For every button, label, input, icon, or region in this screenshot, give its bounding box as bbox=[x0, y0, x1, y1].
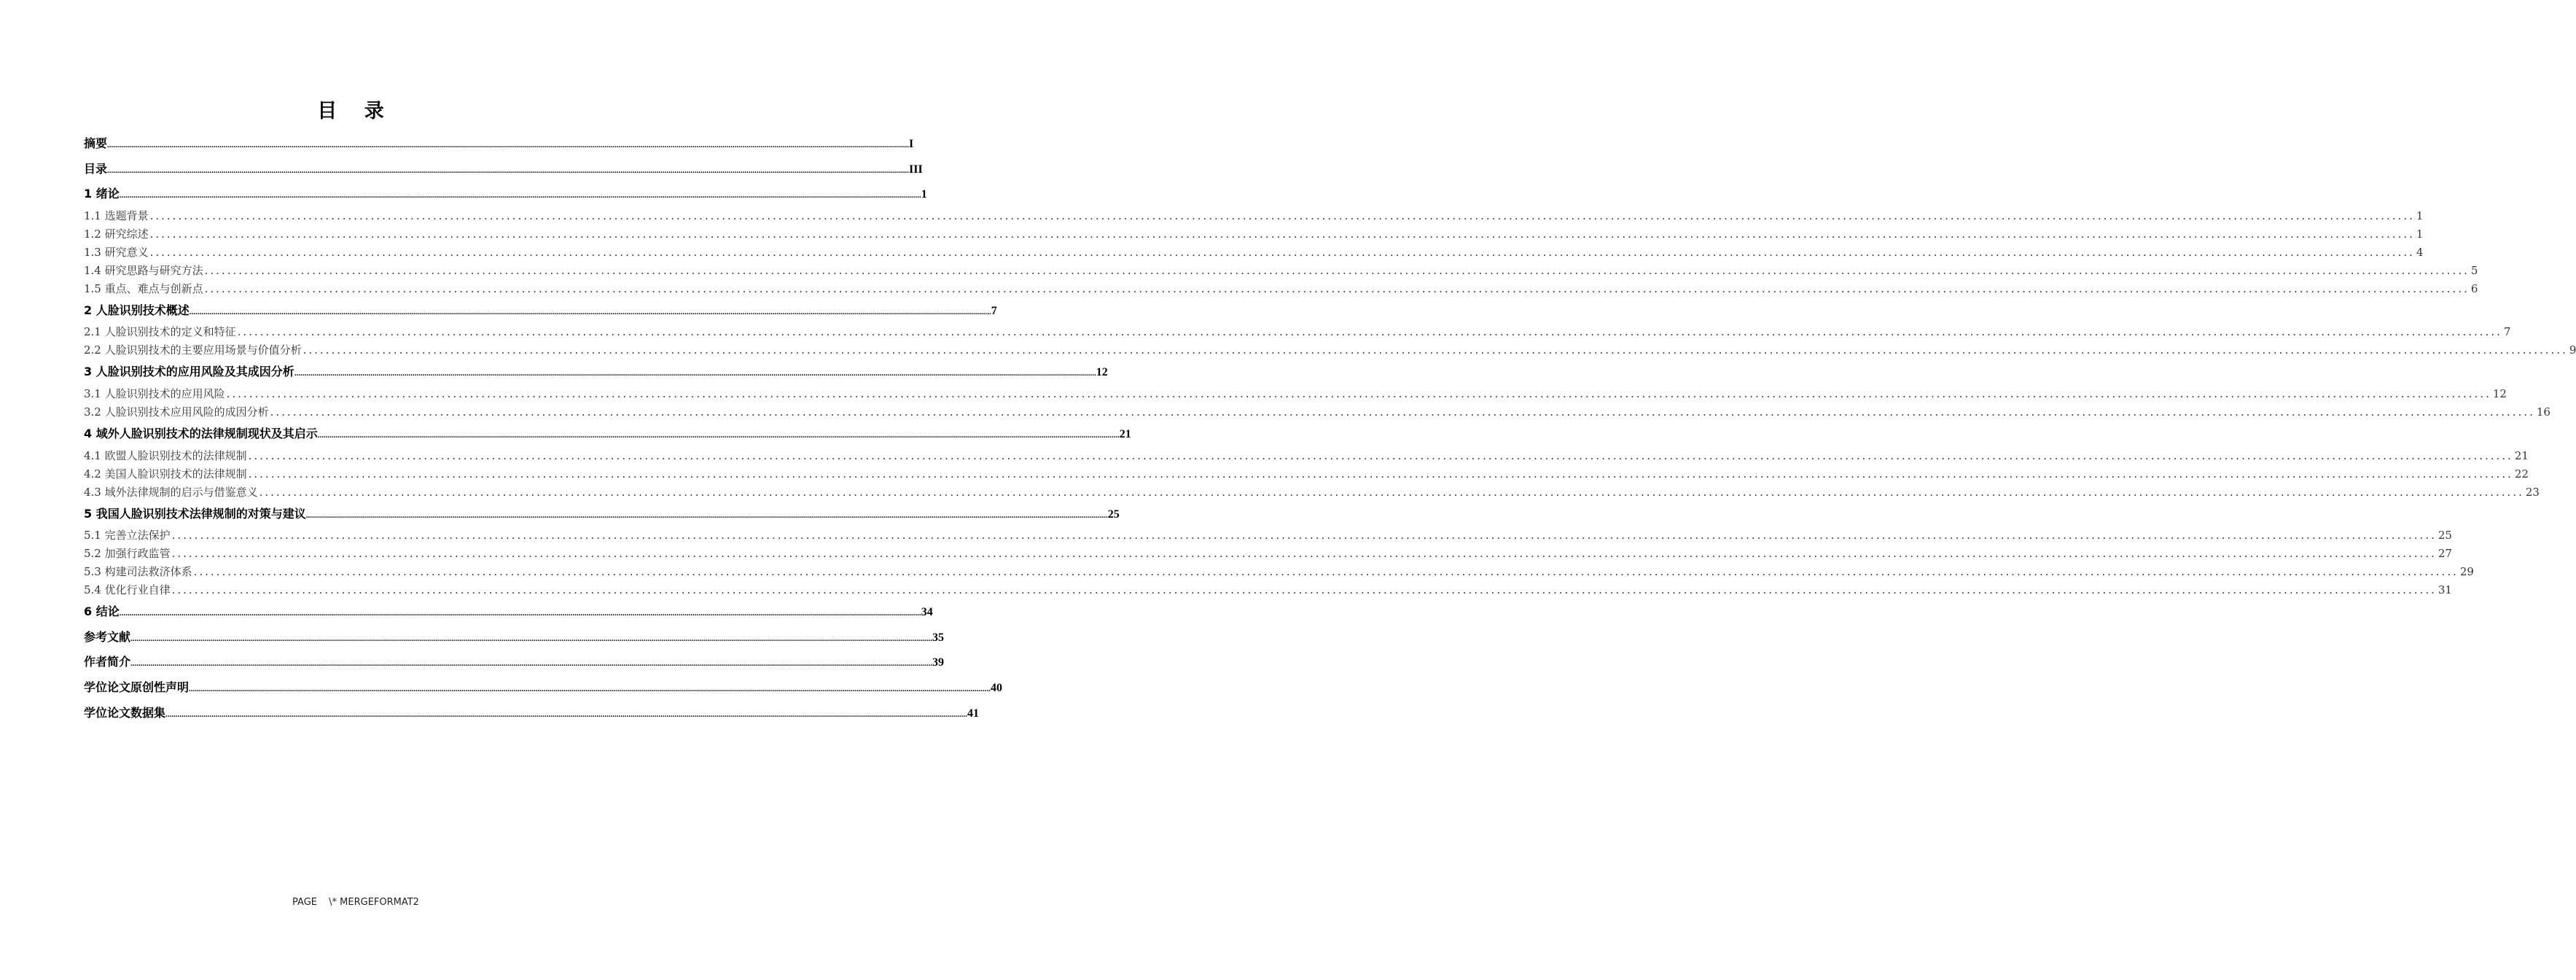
toc-entry-page-number: 5 bbox=[2470, 263, 2478, 277]
dot-leader: ................................................................................................................................................................................................................................................................................................................................................................................................................ bbox=[107, 141, 910, 149]
toc-entry-section[interactable] bbox=[84, 526, 2452, 545]
toc-entry-page-number: 40 bbox=[991, 681, 1003, 694]
toc-entry-page-number: 7 bbox=[991, 304, 997, 317]
dot-leader: ................................................................................................................................................................................................................................................................................................................................................................................................................ bbox=[171, 529, 2437, 542]
toc-entry-section[interactable] bbox=[84, 465, 2529, 483]
toc-entry-label: 1.2 研究综述 bbox=[84, 227, 149, 241]
toc-entry-label: 1 绪论 bbox=[84, 187, 120, 201]
dot-leader: ................................................................................................................................................................................................................................................................................................................................................................................................................ bbox=[165, 709, 968, 719]
dot-leader: ................................................................................................................................................................................................................................................................................................................................................................................................................ bbox=[130, 659, 933, 669]
dot-leader: ................................................................................................................................................................................................................................................................................................................................................................................................................ bbox=[130, 634, 933, 643]
dot-leader: ................................................................................................................................................................................................................................................................................................................................................................................................................ bbox=[305, 510, 1108, 520]
toc-entry-section[interactable] bbox=[84, 483, 2540, 502]
toc-entry-section[interactable] bbox=[84, 581, 2452, 599]
toc-entry-label: 1.3 研究意义 bbox=[84, 245, 149, 259]
toc-entry-chapter[interactable] bbox=[84, 182, 927, 207]
toc-entry-page-number: 25 bbox=[1107, 508, 1120, 521]
toc-entry-page-number: III bbox=[909, 163, 923, 176]
toc-entry-page-number: 25 bbox=[2438, 529, 2452, 542]
toc-entry-page-number: 4 bbox=[2416, 245, 2424, 259]
dot-leader: ................................................................................................................................................................................................................................................................................................................................................................................................................ bbox=[149, 227, 2415, 241]
toc-entry-chapter[interactable] bbox=[84, 131, 914, 157]
toc-entry-chapter[interactable] bbox=[84, 701, 980, 726]
dot-leader: ................................................................................................................................................................................................................................................................................................................................................................................................................ bbox=[317, 430, 1120, 440]
toc-entry-page-number: 27 bbox=[2438, 547, 2452, 561]
dot-leader: ................................................................................................................................................................................................................................................................................................................................................................................................................ bbox=[248, 448, 2513, 462]
toc-title: 目 录 bbox=[317, 100, 394, 122]
toc-entry-section[interactable] bbox=[84, 323, 2511, 341]
toc-entry-section[interactable] bbox=[84, 447, 2529, 465]
toc-entry-label: 2.2 人脸识别技术的主要应用场景与价值分析 bbox=[84, 343, 302, 357]
footer-format-switch: \* MERGEFORMAT2 bbox=[329, 897, 419, 908]
toc-entry-page-number: 23 bbox=[2525, 485, 2540, 499]
toc-entry-chapter[interactable] bbox=[84, 359, 1108, 385]
toc-entry-label: 目录 bbox=[84, 161, 108, 176]
toc-entry-chapter[interactable] bbox=[84, 157, 923, 182]
toc-entry-page-number: 1 bbox=[2416, 227, 2424, 241]
dot-leader: ................................................................................................................................................................................................................................................................................................................................................................................................................ bbox=[294, 369, 1096, 378]
toc-entry-label: 3.1 人脸识别技术的应用风险 bbox=[84, 386, 225, 400]
toc-entry-label: 5 我国人脸识别技术法律规制的对策与建议 bbox=[84, 506, 306, 521]
dot-leader: ................................................................................................................................................................................................................................................................................................................................................................................................................ bbox=[248, 467, 2513, 481]
toc-entry-section[interactable] bbox=[84, 207, 2424, 225]
toc-entry-page-number: 7 bbox=[2503, 325, 2511, 339]
dot-leader: ................................................................................................................................................................................................................................................................................................................................................................................................................ bbox=[303, 343, 2568, 357]
dot-leader: ................................................................................................................................................................................................................................................................................................................................................................................................................ bbox=[149, 245, 2415, 259]
toc-entry-label: 1.1 选题背景 bbox=[84, 209, 149, 222]
toc-entry-section[interactable] bbox=[84, 262, 2478, 280]
dot-leader: ................................................................................................................................................................................................................................................................................................................................................................................................................ bbox=[189, 307, 991, 316]
toc-entry-chapter[interactable] bbox=[84, 650, 945, 675]
toc-entry-label: 5.2 加强行政监管 bbox=[84, 547, 171, 561]
dot-leader: ................................................................................................................................................................................................................................................................................................................................................................................................................ bbox=[107, 166, 910, 175]
toc-entry-label: 4 域外人脸识别技术的法律规制现状及其启示 bbox=[84, 426, 318, 440]
toc-entry-label: 1.5 重点、难点与创新点 bbox=[84, 281, 203, 295]
toc-entry-page-number: 1 bbox=[2416, 209, 2424, 222]
dot-leader: ................................................................................................................................................................................................................................................................................................................................................................................................................ bbox=[237, 325, 2502, 339]
toc-entry-label: 2 人脸识别技术概述 bbox=[84, 303, 190, 317]
toc-entry-label: 5.1 完善立法保护 bbox=[84, 529, 171, 542]
toc-entry-section[interactable] bbox=[84, 385, 2507, 403]
toc-entry-page-number: 34 bbox=[921, 606, 933, 619]
toc-entry-section[interactable] bbox=[84, 280, 2478, 298]
toc-entry-label: 作者简介 bbox=[84, 655, 131, 669]
toc-entry-chapter[interactable] bbox=[84, 625, 945, 650]
toc-entry-chapter[interactable] bbox=[84, 675, 1003, 701]
toc-entry-section[interactable] bbox=[84, 341, 2576, 359]
dot-leader: ................................................................................................................................................................................................................................................................................................................................................................................................................ bbox=[270, 405, 2535, 419]
toc-entry-page-number: 16 bbox=[2536, 405, 2550, 419]
toc-entry-section[interactable] bbox=[84, 563, 2474, 581]
toc-entry-label: 3 人脸识别技术的应用风险及其成因分析 bbox=[84, 365, 294, 379]
toc-entry-page-number: I bbox=[909, 138, 914, 150]
dot-leader: ................................................................................................................................................................................................................................................................................................................................................................................................................ bbox=[204, 281, 2470, 295]
dot-leader: ................................................................................................................................................................................................................................................................................................................................................................................................................ bbox=[226, 386, 2491, 400]
toc-entry-page-number: 21 bbox=[1119, 427, 1131, 440]
toc-entry-page-number: 41 bbox=[967, 707, 980, 720]
toc-entry-page-number: 21 bbox=[2514, 448, 2529, 462]
toc-entry-section[interactable] bbox=[84, 225, 2424, 244]
toc-entry-page-number: 39 bbox=[932, 656, 945, 669]
toc-entry-section[interactable] bbox=[84, 545, 2452, 563]
toc-entry-label: 摘要 bbox=[84, 136, 108, 150]
toc-entry-label: 4.1 欧盟人脸识别技术的法律规制 bbox=[84, 448, 247, 462]
dot-leader: ................................................................................................................................................................................................................................................................................................................................................................................................................ bbox=[259, 485, 2524, 499]
toc-entry-chapter[interactable] bbox=[84, 421, 1131, 447]
page-footer bbox=[0, 897, 711, 908]
dot-leader: ................................................................................................................................................................................................................................................................................................................................................................................................................ bbox=[193, 565, 2459, 579]
toc-entry-label: 1.4 研究思路与研究方法 bbox=[84, 263, 203, 277]
dot-leader: ................................................................................................................................................................................................................................................................................................................................................................................................................ bbox=[119, 191, 921, 201]
footer-page-field: PAGE bbox=[292, 897, 317, 908]
toc-entry-page-number: 31 bbox=[2438, 583, 2452, 597]
toc-entry-label: 3.2 人脸识别技术应用风险的成因分析 bbox=[84, 405, 269, 419]
toc-entry-page-number: 29 bbox=[2459, 565, 2474, 579]
toc-entry-label: 4.3 域外法律规制的启示与借鉴意义 bbox=[84, 485, 258, 499]
toc-entry-section[interactable] bbox=[84, 244, 2424, 262]
dot-leader: ................................................................................................................................................................................................................................................................................................................................................................................................................ bbox=[204, 263, 2470, 277]
dot-leader: ................................................................................................................................................................................................................................................................................................................................................................................................................ bbox=[119, 609, 921, 618]
table-of-contents bbox=[84, 131, 2576, 726]
toc-entry-chapter[interactable] bbox=[84, 599, 933, 625]
toc-entry-page-number: 12 bbox=[2492, 386, 2507, 400]
toc-entry-label: 5.3 构建司法救济体系 bbox=[84, 565, 192, 579]
toc-entry-label: 学位论文原创性声明 bbox=[84, 680, 190, 694]
dot-leader: ................................................................................................................................................................................................................................................................................................................................................................................................................ bbox=[171, 583, 2437, 597]
toc-entry-label: 5.4 优化行业自律 bbox=[84, 583, 171, 597]
toc-entry-label: 6 结论 bbox=[84, 604, 120, 619]
toc-entry-page-number: 12 bbox=[1096, 366, 1108, 379]
toc-entry-page-number: 6 bbox=[2470, 281, 2478, 295]
dot-leader: ................................................................................................................................................................................................................................................................................................................................................................................................................ bbox=[149, 209, 2415, 222]
toc-entry-page-number: 9 bbox=[2569, 343, 2576, 357]
toc-entry-page-number: 35 bbox=[932, 631, 945, 644]
toc-entry-label: 参考文献 bbox=[84, 629, 131, 644]
toc-entry-label: 学位论文数据集 bbox=[84, 705, 166, 720]
toc-entry-chapter[interactable] bbox=[84, 502, 1120, 527]
toc-entry-section[interactable] bbox=[84, 403, 2550, 421]
toc-entry-label: 2.1 人脸识别技术的定义和特征 bbox=[84, 325, 236, 339]
toc-entry-chapter[interactable] bbox=[84, 298, 997, 324]
dot-leader: ................................................................................................................................................................................................................................................................................................................................................................................................................ bbox=[171, 547, 2437, 561]
dot-leader: ................................................................................................................................................................................................................................................................................................................................................................................................................ bbox=[189, 684, 991, 693]
toc-entry-label: 4.2 美国人脸识别技术的法律规制 bbox=[84, 467, 247, 481]
toc-entry-page-number: 1 bbox=[921, 188, 927, 201]
toc-entry-page-number: 22 bbox=[2514, 467, 2529, 481]
